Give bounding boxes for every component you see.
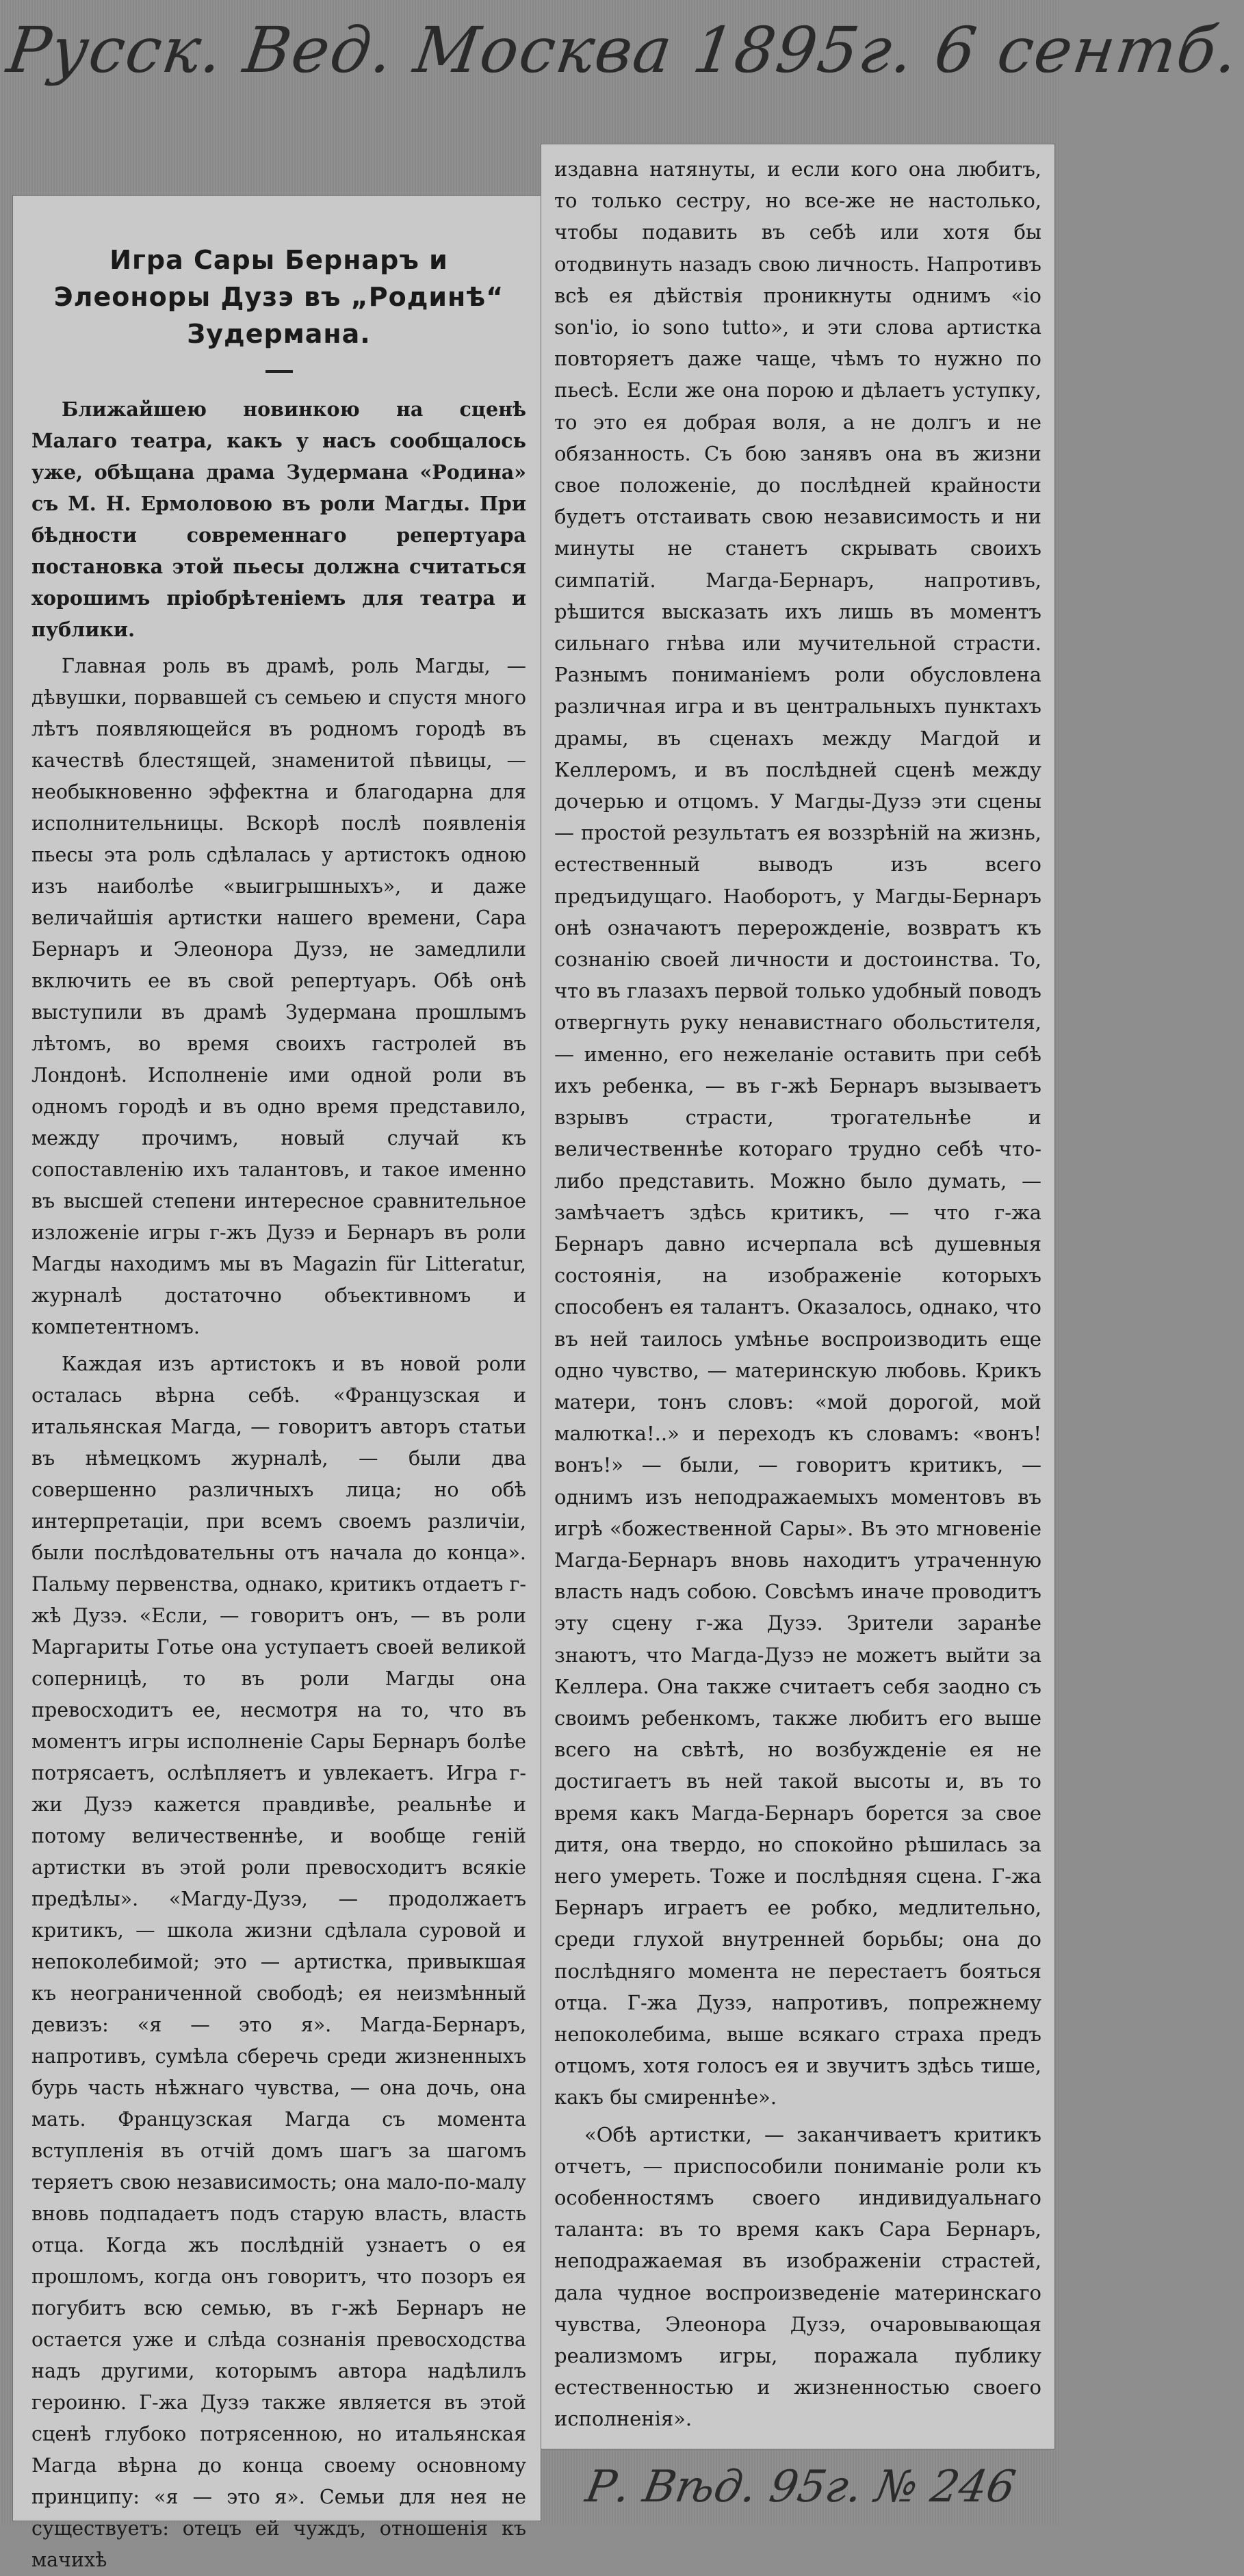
right-column-text <box>554 153 1041 2435</box>
left-column-content <box>31 207 526 2571</box>
clipping-left-column <box>12 195 541 2571</box>
clipping-right-column <box>541 144 1055 2449</box>
handwritten-catalog-note: Р. Вѣд. 95г. № 246 <box>582 2462 1020 2512</box>
handwritten-source-note: Русск. Вед. Москва 1895г. 6 сентб. <box>3 14 1244 87</box>
closing-paragraph: «Обѣ артистки, — заканчиваетъ критикъ отчетъ, — приспособили пониманіе роли къ особенностямъ своего индивидуальнаго таланта: въ то время какъ Сара Бернаръ, неподражаемая въ изображеніи страстей, дала чудное воспроизведеніе материнскаго чувства, Элеонора Дузэ, очаровывающая реализмомъ игры, поражала публику естественностью и жизненностью своего исполненія». <box>554 2122 1041 2431</box>
paragraph: Каждая изъ артистокъ и въ новой роли осталась вѣрна себѣ. «Французская и итальянская Магда, — говоритъ авторъ статьи въ нѣмецкомъ журналѣ, — были два совершенно различныхъ лица; но обѣ интерпретаціи, при всемъ своемъ различіи, были послѣдовательны отъ начала до конца». Пальму первенства, однако, критикъ отдаетъ г-жѣ Дузэ. «Если, — говоритъ онъ, — въ роли Маргариты Готье она уступаетъ своей великой соперницѣ, то въ роли Магды она превосходитъ ее, несмотря на то, что въ моментъ игры исполненіе Сары Бернаръ болѣе потрясаетъ, ослѣпляетъ и увлекаетъ. Игра г-жи Дузэ кажется правдивѣе, реальнѣе и потому величественнѣе, и вообще геній артистки въ этой роли превосходитъ всякіе предѣлы». «Магду-Дузэ, — продолжаетъ критикъ, — школа жизни сдѣлала суровой и непоколебимой; это — артистка, привыкшая къ неограниченной свободѣ; ея неизмѣнный девизъ: «я — это я». Магда-Бернаръ, напротивъ, сумѣла сберечь среди жизненныхъ бурь часть нѣжнаго чувства, — она дочь, она мать. Французская Магда съ момента вступленія въ отчій домъ шагъ за шагомъ теряетъ свою независимость; она мало-по-малу вновь подпадаетъ подъ старую власть, власть отца. Когда жъ послѣдній узнаетъ о ея прошломъ, когда онъ говоритъ, что позоръ ея погубитъ всю семью, въ г-жѣ Бернаръ не остается уже и слѣда сознанія превосходства надъ другими, которымъ автора надѣлилъ героиню. Г-жа Дузэ также является въ этой сценѣ глубоко потрясенною, но итальянская Магда вѣрна до конца своему основному принципу: «я — это я». Семьи для нея не существуетъ: отецъ ей чуждъ, отношенія къ мачихѣ <box>31 1353 526 2571</box>
paragraph-continuation: издавна натянуты, и если кого она любитъ, то только сестру, но все-же не настолько, чтобы подавить въ себѣ или хотя бы отодвинуть назадъ свою личность. Напротивъ всѣ ея дѣйствія проникнуты однимъ «io son'io, io sono tutto», и эти слова артистка повторяетъ даже чаще, чѣмъ то нужно по пьесѣ. Если же она порою и дѣлаетъ уступку, то это ея добрая воля, а не долгъ и не обязанность. Съ бою занявъ она въ жизни свое положеніе, до послѣдней крайности будетъ отстаивать свою независимость и ни минуты не станетъ скрывать своихъ симпатій. Магда-Бернаръ, напротивъ, рѣшится высказать ихъ лишь въ моментъ сильнаго гнѣва или мучительной страсти. Разнымъ пониманіемъ роли обусловлена различная игра и въ центральныхъ пунктахъ драмы, въ сценахъ между Магдой и Келлеромъ, и въ послѣдней сценѣ между дочерью и отцомъ. У Магды-Дузэ эти сцены — простой результатъ ея воззрѣній на жизнь, естественный выводъ изъ всего предъидущаго. Наоборотъ, у Магды-Бернаръ онѣ означаютъ перерожденіе, возвратъ къ сознанію своей личности и достоинства. То, что въ глазахъ первой только удобный поводъ отвергнуть руку ненавистнаго обольстителя, — именно, его нежеланіе оставить при себѣ ихъ ребенка, — въ г-жѣ Бернаръ вызываетъ взрывъ страсти, трогательнѣе и величественнѣе котораго трудно себѣ что-либо представить. Можно было думать, — замѣчаетъ здѣсь критикъ, — что г-жа Бернаръ давно исчерпала всѣ душевныя состоянія, на изображеніе которыхъ способенъ ея талантъ. Оказалось, однако, что въ ней таилось умѣнье воспроизводить еще одно чувство, — материнскую любовь. Крикъ матери, тонъ словъ: «мой дорогой, мой малютка!..» и переходъ къ словамъ: «вонъ! вонъ!» — были, — говоритъ критикъ, — однимъ изъ неподражаемыхъ моментовъ въ игрѣ «божественной Сары». Въ это мгновеніе Магда-Бернаръ вновь находитъ утраченную власть надъ собою. Совсѣмъ иначе проводитъ эту сцену г-жа Дузэ. Зрители заранѣе знаютъ, что Магда-Дузэ не можетъ выйти за Келлера. Она также считаетъ себя заодно съ своимъ ребенкомъ, также любитъ его выше всего на свѣтѣ, но возбужденіе ея не достигаетъ въ ней такой высоты и, въ то время какъ Магда-Бернаръ борется за свое дитя, она твердо, но спокойно рѣшилась за него умереть. Тоже и послѣдняя сцена. Г-жа Бернаръ играетъ ее робко, медлительно, среди глухой внутренней борьбы; она до послѣдняго момента не перестаетъ бояться отца. Г-жа Дузэ, напротивъ, попрежнему непоколебима, выше всякаго страха предъ отцомъ, хотя голосъ ея и звучитъ здѣсь тише, какъ бы смиреннѣе». <box>554 157 1041 2109</box>
article-headline: Игра Сары Бернаръ и Элеоноры Дузэ въ „Родинѣ“ Зудермана. <box>53 245 504 349</box>
lead-paragraph: Ближайшею новинкою на сценѣ Малаго театра, какъ у насъ сообщалось уже, обѣщана драма Зудермана «Родина» съ М. Н. Ермоловою въ роли Магды. При бѣдности современнаго репертуара постановка этой пьесы должна считаться хорошимъ пріобрѣтеніемъ для театра и публики. <box>31 398 526 641</box>
left-column-text <box>31 393 526 2576</box>
right-column-content <box>554 153 1041 2443</box>
paragraph: Главная роль въ драмѣ, роль Магды, — дѣвушки, порвавшей съ семьею и спустя много лѣтъ появляющейся въ родномъ городѣ въ качествѣ блестящей, знаменитой пѣвицы, — необыкновенно эффектна и благодарна для исполнительницы. Вскорѣ послѣ появленія пьесы эта роль сдѣлалась у артистокъ одною изъ наиболѣе «выигрышныхъ», и даже величайшія артистки нашего времени, Сара Бернаръ и Элеонора Дузэ, не замедлили включить ее въ свой репертуаръ. Обѣ онѣ выступили въ драмѣ Зудермана прошлымъ лѣтомъ, во время своихъ гастролей въ Лондонѣ. Исполненіе ими одной роли въ одномъ городѣ и въ одно время представило, между прочимъ, новый случай къ сопоставленію ихъ талантовъ, и такое именно въ высшей степени интересное сравнительное изложеніе игры г-жъ Дузэ и Бернаръ въ роли Магды находимъ мы въ Magazin für Litteratur, журналѣ достаточно объективномъ и компетентномъ. <box>31 655 526 1338</box>
headline-divider <box>265 370 293 373</box>
